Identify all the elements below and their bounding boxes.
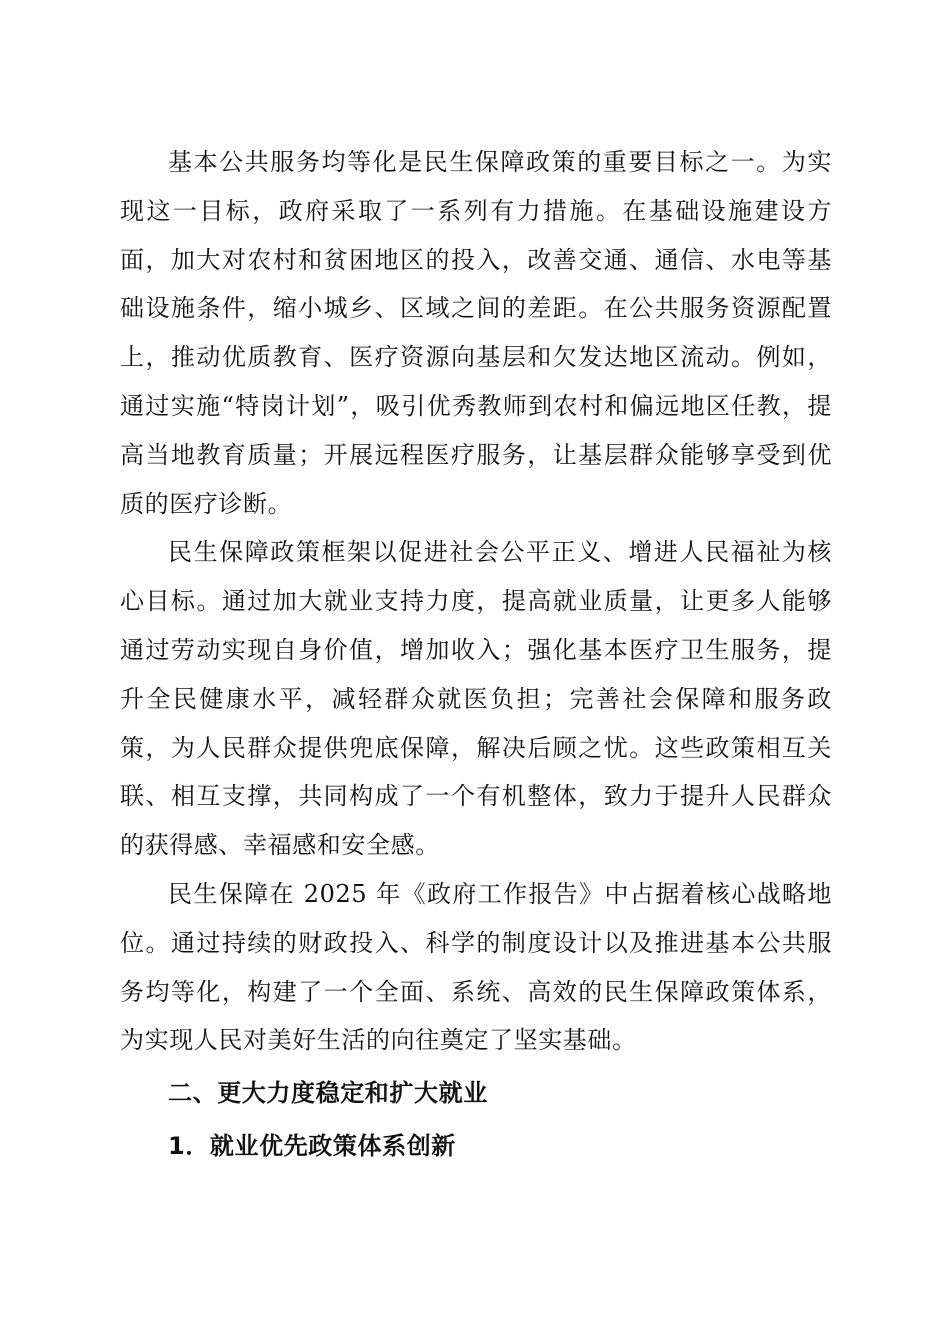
paragraph-policy-framework: 民生保障政策框架以促进社会公平正义、增进人民福祉为核心目标。通过加大就业支持力度，提高就业质量，让更多人能够通过劳动实现自身价值，增加收入；强化基本医疗卫生服务，提升全民健康水平，减轻群众就医负担；完善社会保障和服务政策，为人民群众提供兜底保障，解决后顾之忧。这些政策相互关联、相互支撑，共同构成了一个有机整体，致力于提升人民群众的获得感、幸福感和安全感。 <box>120 538 832 860</box>
paragraph-public-services: 基本公共服务均等化是民生保障政策的重要目标之一。为实现这一目标，政府采取了一系列有力措施。在基础设施建设方面，加大对农村和贫困地区的投入，改善交通、通信、水电等基础设施条件，缩小城乡、区域之间的差距。在公共服务资源配置上，推动优质教育、医疗资源向基层和欠发达地区流动。例如，通过实施“特岗计划”，吸引优秀教师到农村和偏远地区任教，提高当地教育质量；开展远程医疗服务，让基层群众能够享受到优质的医疗诊断。 <box>120 148 832 518</box>
document-body <box>120 138 832 1171</box>
section-heading: 二、更大力度稳定和扩大就业 <box>168 1079 488 1108</box>
paragraph-strategic-position: 民生保障在 2025 年《政府工作报告》中占据着核心战略地位。通过持续的财政投入、科学的制度设计以及推进基本公共服务均等化，构建了一个全面、系统、高效的民生保障政策体系，为实现人民对美好生活的向往奠定了坚实基础。 <box>120 879 832 1055</box>
subsection-heading: 1．就业优先政策体系创新 <box>168 1131 456 1160</box>
